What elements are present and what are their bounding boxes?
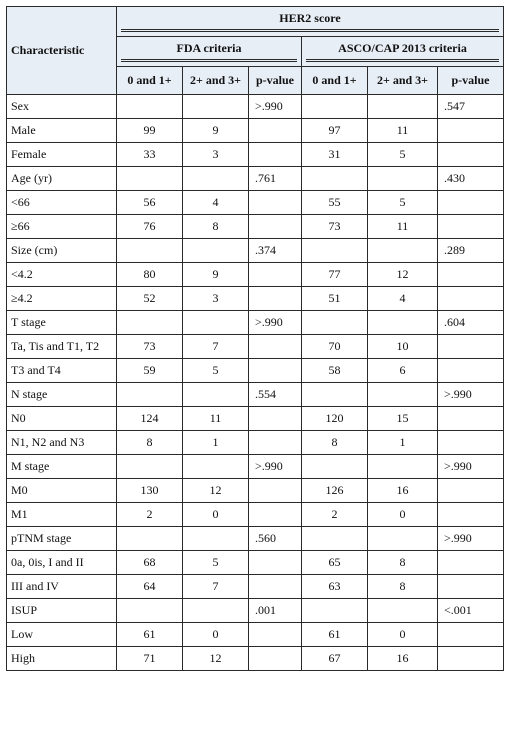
fda-p-cell [249, 503, 302, 527]
fda-p-cell [249, 263, 302, 287]
header-asco-criteria [302, 37, 504, 67]
asco-high-cell [368, 383, 438, 407]
asco-high-cell: 6 [368, 359, 438, 383]
table-row [7, 95, 504, 119]
row-label: <66 [7, 191, 117, 215]
asco-high-cell [368, 311, 438, 335]
header-fda-high: 2+ and 3+ [183, 67, 249, 95]
fda-low-cell [117, 383, 183, 407]
fda-low-cell [117, 167, 183, 191]
fda-low-cell [117, 599, 183, 623]
fda-high-cell: 4 [183, 191, 249, 215]
row-label: III and IV [7, 575, 117, 599]
fda-low-cell: 76 [117, 215, 183, 239]
fda-p-cell: >.990 [249, 95, 302, 119]
fda-p-cell: .554 [249, 383, 302, 407]
fda-p-cell [249, 119, 302, 143]
asco-p-cell [438, 551, 504, 575]
asco-high-cell: 10 [368, 335, 438, 359]
row-label: 0a, 0is, I and II [7, 551, 117, 575]
asco-low-cell: 77 [302, 263, 368, 287]
row-label: N0 [7, 407, 117, 431]
table-row [7, 263, 504, 287]
asco-p-cell: .604 [438, 311, 504, 335]
asco-p-cell [438, 431, 504, 455]
fda-p-cell: >.990 [249, 311, 302, 335]
row-label: N stage [7, 383, 117, 407]
table-row [7, 311, 504, 335]
fda-low-cell: 56 [117, 191, 183, 215]
asco-low-cell: 58 [302, 359, 368, 383]
fda-low-cell: 124 [117, 407, 183, 431]
table-container [6, 6, 504, 671]
asco-p-cell: .547 [438, 95, 504, 119]
table-row [7, 479, 504, 503]
row-label: ISUP [7, 599, 117, 623]
fda-low-cell [117, 311, 183, 335]
table-row [7, 167, 504, 191]
row-label: ≥4.2 [7, 287, 117, 311]
row-label: Male [7, 119, 117, 143]
asco-low-cell: 73 [302, 215, 368, 239]
fda-p-cell [249, 623, 302, 647]
table-row [7, 287, 504, 311]
asco-p-cell: <.001 [438, 599, 504, 623]
table-row [7, 407, 504, 431]
row-label: <4.2 [7, 263, 117, 287]
header-her2-score [117, 7, 504, 37]
row-label: Size (cm) [7, 239, 117, 263]
table-row [7, 431, 504, 455]
asco-low-cell [302, 239, 368, 263]
table-row [7, 143, 504, 167]
asco-low-cell: 61 [302, 623, 368, 647]
fda-low-cell: 80 [117, 263, 183, 287]
fda-high-cell: 3 [183, 143, 249, 167]
fda-low-cell [117, 527, 183, 551]
row-label: pTNM stage [7, 527, 117, 551]
row-label: ≥66 [7, 215, 117, 239]
fda-high-cell [183, 527, 249, 551]
asco-low-cell [302, 599, 368, 623]
asco-low-cell: 55 [302, 191, 368, 215]
asco-high-cell: 15 [368, 407, 438, 431]
asco-p-cell: >.990 [438, 455, 504, 479]
table-row [7, 503, 504, 527]
fda-low-cell: 61 [117, 623, 183, 647]
fda-high-cell [183, 311, 249, 335]
asco-low-cell: 31 [302, 143, 368, 167]
table-row [7, 527, 504, 551]
fda-high-cell: 12 [183, 647, 249, 671]
header-asco-low: 0 and 1+ [302, 67, 368, 95]
asco-low-cell [302, 383, 368, 407]
asco-high-cell: 11 [368, 119, 438, 143]
table-row [7, 215, 504, 239]
fda-high-cell [183, 95, 249, 119]
row-label: High [7, 647, 117, 671]
asco-high-cell: 12 [368, 263, 438, 287]
asco-low-cell: 67 [302, 647, 368, 671]
row-label: Sex [7, 95, 117, 119]
fda-low-cell: 73 [117, 335, 183, 359]
asco-low-cell: 8 [302, 431, 368, 455]
table-row [7, 191, 504, 215]
header-fda-label: FDA criteria [121, 41, 297, 62]
fda-high-cell [183, 383, 249, 407]
asco-low-cell [302, 95, 368, 119]
fda-low-cell: 71 [117, 647, 183, 671]
row-label: N1, N2 and N3 [7, 431, 117, 455]
row-label: Low [7, 623, 117, 647]
asco-p-cell: .430 [438, 167, 504, 191]
fda-p-cell [249, 407, 302, 431]
fda-p-cell [249, 143, 302, 167]
fda-high-cell: 9 [183, 263, 249, 287]
asco-low-cell: 97 [302, 119, 368, 143]
fda-low-cell [117, 95, 183, 119]
asco-high-cell: 0 [368, 623, 438, 647]
asco-high-cell [368, 239, 438, 263]
asco-high-cell: 5 [368, 191, 438, 215]
fda-high-cell: 0 [183, 503, 249, 527]
fda-high-cell [183, 167, 249, 191]
fda-low-cell: 64 [117, 575, 183, 599]
asco-high-cell: 16 [368, 479, 438, 503]
table-row [7, 383, 504, 407]
asco-p-cell [438, 143, 504, 167]
asco-high-cell: 1 [368, 431, 438, 455]
asco-p-cell [438, 287, 504, 311]
row-label: Female [7, 143, 117, 167]
asco-low-cell: 120 [302, 407, 368, 431]
fda-high-cell: 1 [183, 431, 249, 455]
asco-p-cell [438, 215, 504, 239]
fda-high-cell: 7 [183, 335, 249, 359]
fda-high-cell: 0 [183, 623, 249, 647]
asco-low-cell: 63 [302, 575, 368, 599]
table-row [7, 359, 504, 383]
header-her2-score-label: HER2 score [121, 11, 499, 32]
header-asco-high: 2+ and 3+ [368, 67, 438, 95]
asco-low-cell [302, 311, 368, 335]
row-label: Ta, Tis and T1, T2 [7, 335, 117, 359]
asco-p-cell: .289 [438, 239, 504, 263]
table-row [7, 455, 504, 479]
fda-high-cell [183, 599, 249, 623]
asco-low-cell: 51 [302, 287, 368, 311]
fda-high-cell: 3 [183, 287, 249, 311]
asco-p-cell [438, 191, 504, 215]
asco-p-cell [438, 359, 504, 383]
asco-high-cell: 16 [368, 647, 438, 671]
asco-high-cell: 8 [368, 575, 438, 599]
asco-high-cell: 0 [368, 503, 438, 527]
fda-p-cell [249, 191, 302, 215]
fda-low-cell: 8 [117, 431, 183, 455]
asco-high-cell: 4 [368, 287, 438, 311]
fda-p-cell [249, 215, 302, 239]
asco-high-cell [368, 95, 438, 119]
asco-high-cell [368, 599, 438, 623]
row-label: Age (yr) [7, 167, 117, 191]
asco-high-cell [368, 167, 438, 191]
fda-p-cell [249, 431, 302, 455]
asco-p-cell: >.990 [438, 527, 504, 551]
row-label: T stage [7, 311, 117, 335]
fda-low-cell: 52 [117, 287, 183, 311]
table-row [7, 623, 504, 647]
row-label: M0 [7, 479, 117, 503]
fda-p-cell [249, 359, 302, 383]
fda-p-cell: >.990 [249, 455, 302, 479]
fda-low-cell: 99 [117, 119, 183, 143]
header-fda-p: p-value [249, 67, 302, 95]
asco-p-cell: >.990 [438, 383, 504, 407]
row-label: T3 and T4 [7, 359, 117, 383]
fda-p-cell [249, 335, 302, 359]
fda-high-cell: 12 [183, 479, 249, 503]
asco-p-cell [438, 623, 504, 647]
asco-p-cell [438, 479, 504, 503]
asco-p-cell [438, 119, 504, 143]
asco-p-cell [438, 575, 504, 599]
fda-low-cell [117, 239, 183, 263]
fda-p-cell: .560 [249, 527, 302, 551]
table-row [7, 575, 504, 599]
header-characteristic: Characteristic [7, 7, 117, 95]
asco-high-cell: 11 [368, 215, 438, 239]
fda-low-cell: 130 [117, 479, 183, 503]
asco-high-cell [368, 527, 438, 551]
fda-p-cell [249, 575, 302, 599]
header-fda-low: 0 and 1+ [117, 67, 183, 95]
header-asco-label: ASCO/CAP 2013 criteria [306, 41, 499, 62]
table-row [7, 599, 504, 623]
fda-high-cell: 8 [183, 215, 249, 239]
asco-p-cell [438, 407, 504, 431]
table-row [7, 119, 504, 143]
fda-p-cell [249, 287, 302, 311]
fda-high-cell [183, 455, 249, 479]
header-asco-p: p-value [438, 67, 504, 95]
fda-p-cell [249, 647, 302, 671]
fda-p-cell [249, 551, 302, 575]
asco-low-cell: 2 [302, 503, 368, 527]
asco-high-cell [368, 455, 438, 479]
fda-high-cell: 11 [183, 407, 249, 431]
asco-high-cell: 5 [368, 143, 438, 167]
asco-low-cell [302, 527, 368, 551]
fda-high-cell [183, 239, 249, 263]
fda-high-cell: 7 [183, 575, 249, 599]
asco-low-cell [302, 167, 368, 191]
fda-high-cell: 9 [183, 119, 249, 143]
fda-high-cell: 5 [183, 551, 249, 575]
asco-high-cell: 8 [368, 551, 438, 575]
asco-low-cell [302, 455, 368, 479]
table-row [7, 551, 504, 575]
asco-low-cell: 126 [302, 479, 368, 503]
fda-low-cell: 59 [117, 359, 183, 383]
row-label: M stage [7, 455, 117, 479]
asco-low-cell: 70 [302, 335, 368, 359]
fda-low-cell: 2 [117, 503, 183, 527]
her2-table [6, 6, 504, 671]
fda-p-cell [249, 479, 302, 503]
fda-p-cell: .001 [249, 599, 302, 623]
asco-p-cell [438, 647, 504, 671]
fda-low-cell: 33 [117, 143, 183, 167]
row-label: M1 [7, 503, 117, 527]
asco-p-cell [438, 263, 504, 287]
header-fda-criteria [117, 37, 302, 67]
table-row [7, 647, 504, 671]
fda-high-cell: 5 [183, 359, 249, 383]
fda-p-cell: .761 [249, 167, 302, 191]
fda-low-cell: 68 [117, 551, 183, 575]
asco-p-cell [438, 503, 504, 527]
asco-p-cell [438, 335, 504, 359]
table-body [7, 95, 504, 671]
table-row [7, 335, 504, 359]
fda-p-cell: .374 [249, 239, 302, 263]
fda-low-cell [117, 455, 183, 479]
asco-low-cell: 65 [302, 551, 368, 575]
table-row [7, 239, 504, 263]
